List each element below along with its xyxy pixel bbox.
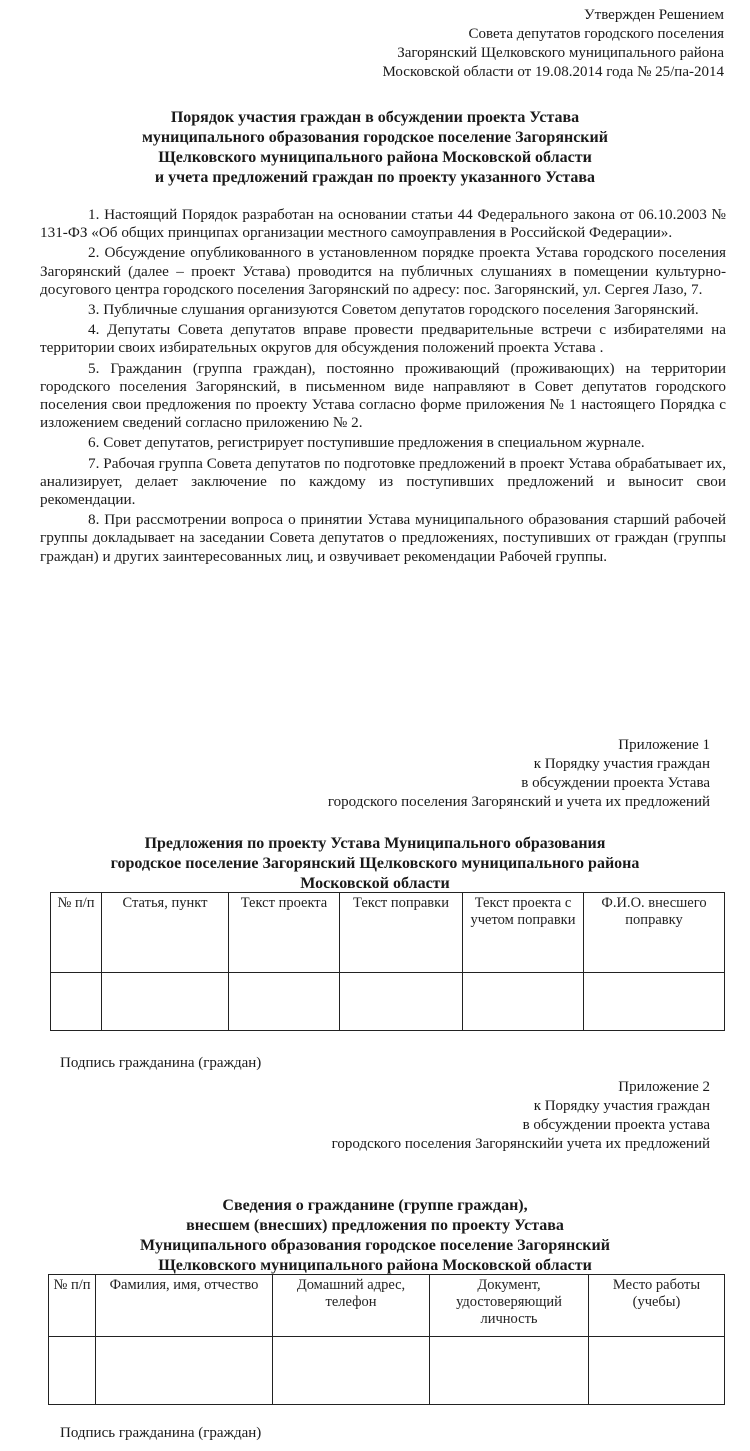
body-text — [40, 206, 726, 566]
header-cell: Документ, удостоверяющий личность — [430, 1275, 589, 1337]
paragraph-5: 5. Гражданин (группа граждан), постоянно проживающий (проживающих) на территории городского поселения Загорянский, в письменном виде направляют в Совет депутатов городского поселения свои предложения по проекту Устава согласно форме приложения № 1 настоящего Порядка с изложением сведений согласно приложению № 2. — [40, 359, 726, 432]
table-cell — [430, 1337, 589, 1405]
title-line: внесшем (внесших) предложения по проекту Устава — [186, 1217, 564, 1234]
header-cell: Текст поправки — [340, 893, 463, 973]
paragraph-3: 3. Публичные слушания организуются Советом депутатов городского поселения Загорянский. — [88, 301, 699, 319]
paragraph-4: 4. Депутаты Совета депутатов вправе провести предварительные встречи с избирателями на территории своих избирательных округов для обсуждения положений проекта Устава . — [40, 321, 726, 357]
table-cell — [102, 973, 229, 1031]
header-cell: Домашний адрес, телефон — [273, 1275, 430, 1337]
title-line: городское поселение Загорянский Щелковского муниципального района — [110, 855, 640, 872]
table-cell — [51, 973, 102, 1031]
proposals-table — [50, 892, 725, 1031]
title-line: Московской области — [300, 875, 450, 892]
approval-line: Загорянский Щелковского муниципального района — [397, 45, 724, 61]
caption-line: в обсуждении проекта Устава — [521, 775, 710, 791]
appendix1-signature: Подпись гражданина (граждан) — [60, 1055, 262, 1071]
title-line: Муниципального образования городское поселение Загорянский — [140, 1237, 610, 1254]
appendix1-title — [30, 834, 720, 894]
header-cell: Фамилия, имя, отчество — [96, 1275, 273, 1337]
header-cell: № п/п — [49, 1275, 96, 1337]
paragraph-6: 6. Совет депутатов, регистрирует поступившие предложения в специальном журнале. — [88, 434, 645, 452]
appendix1-caption — [328, 736, 710, 812]
caption-line: Приложение 2 — [618, 1079, 710, 1095]
paragraph-7: 7. Рабочая группа Совета депутатов по подготовке предложений в проект Устава обрабатывает их, анализирует, делает заключение по каждому из поступивших предложений и выносит свои рекомендации. — [40, 454, 726, 509]
citizen-info-table — [48, 1274, 725, 1405]
table-cell — [273, 1337, 430, 1405]
table-row — [49, 1337, 725, 1405]
caption-line: в обсуждении проекта устава — [522, 1117, 710, 1133]
table-cell — [589, 1337, 725, 1405]
table-cell — [463, 973, 584, 1031]
header-cell: Ф.И.О. внесшего поправку — [584, 893, 725, 973]
table-header-row — [51, 893, 725, 973]
appendix2-caption — [332, 1078, 710, 1154]
table-cell — [96, 1337, 273, 1405]
table-header-row — [49, 1275, 725, 1337]
appendix2-title — [30, 1196, 720, 1276]
header-cell: № п/п — [51, 893, 102, 973]
approval-line: Совета депутатов городского поселения — [468, 26, 724, 42]
document-title — [30, 108, 720, 188]
table-cell — [584, 973, 725, 1031]
header-cell: Текст проекта с учетом поправки — [463, 893, 584, 973]
title-line: Сведения о гражданине (группе граждан), — [222, 1197, 528, 1214]
caption-line: к Порядку участия граждан — [533, 756, 710, 772]
header-cell: Место работы (учебы) — [589, 1275, 725, 1337]
title-line: Предложения по проекту Устава Муниципального образования — [144, 835, 606, 852]
caption-line: городского поселения Загорянский и учета их предложений — [327, 794, 710, 810]
paragraph-8: 8. При рассмотрении вопроса о принятии Устава муниципального образования старший рабочей группы докладывает на заседании Совета депутатов о предложениях, поступивших от граждан (группы граждан) и других заинтересованных лиц, и озвучивает рекомендации Рабочей группы. — [40, 511, 726, 565]
paragraph-2: 2. Обсуждение опубликованного в установленном порядке проекта Устава городского поселения Загорянский (далее – проект Устава) проводится на публичных слушаниях в помещении культурно-досугового центра городского поселения Загорянский по адресу: пос. Загорянский, ул. Сергея Лазо, 7. — [40, 244, 726, 298]
caption-line: к Порядку участия граждан — [533, 1098, 710, 1114]
title-line: муниципального образования городское поселение Загорянский — [142, 129, 608, 146]
header-cell: Статья, пункт — [102, 893, 229, 973]
approval-note — [382, 6, 724, 82]
table-cell — [229, 973, 340, 1031]
caption-line: Приложение 1 — [618, 737, 710, 753]
paragraph-1: 1. Настоящий Порядок разработан на основании статьи 44 Федерального закона от 06.10.2003 № 131-ФЗ «Об общих принципах организации местного самоуправления в Российской Федерации». — [40, 206, 726, 242]
caption-line: городского поселения Загорянскийи учета их предложений — [331, 1136, 710, 1152]
table-row — [51, 973, 725, 1031]
header-cell: Текст проекта — [229, 893, 340, 973]
title-line: Щелковского муниципального района Московской области — [158, 149, 592, 166]
approval-line: Утвержден Решением — [584, 7, 724, 23]
title-line: Щелковского муниципального района Московской области — [158, 1257, 592, 1274]
title-line: Порядок участия граждан в обсуждении проекта Устава — [170, 109, 580, 126]
table-cell — [340, 973, 463, 1031]
table-cell — [49, 1337, 96, 1405]
title-line: и учета предложений граждан по проекту указанного Устава — [154, 169, 596, 186]
appendix2-signature: Подпись гражданина (граждан) — [60, 1425, 262, 1441]
approval-line: Московской области от 19.08.2014 года № 25/па-2014 — [382, 64, 724, 80]
